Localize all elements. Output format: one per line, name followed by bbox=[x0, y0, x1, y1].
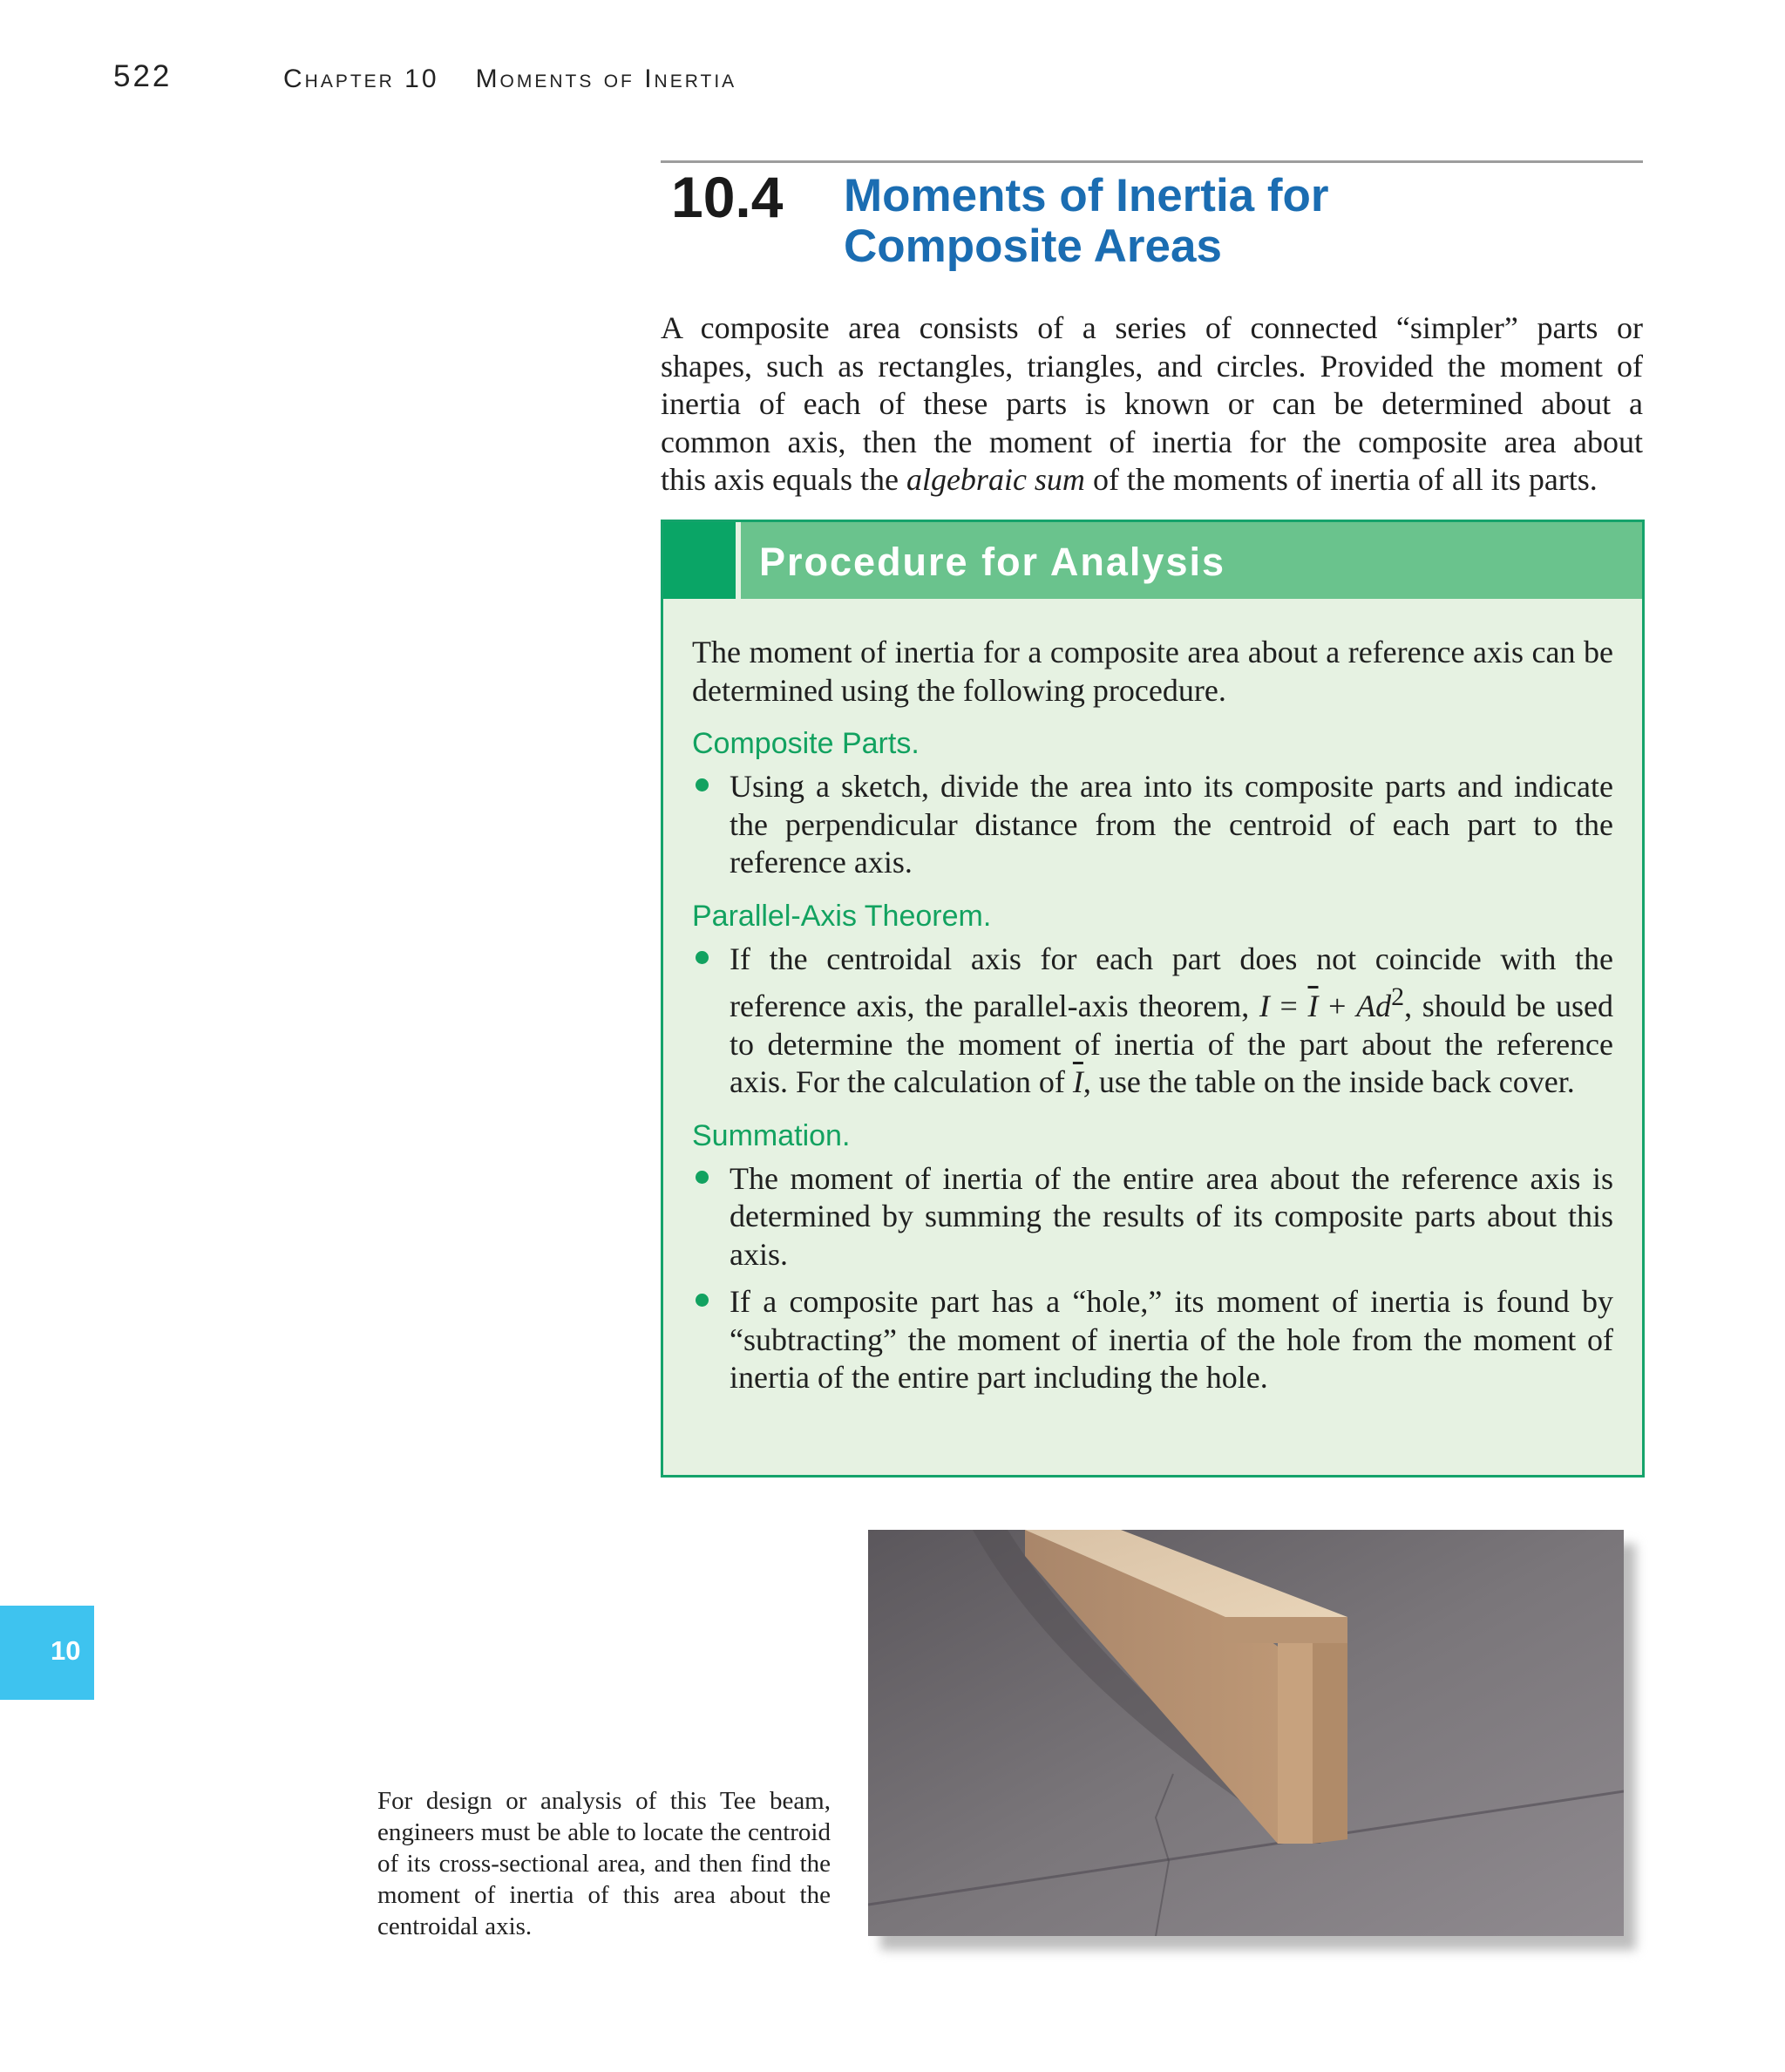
chapter-label: Chapter 10 bbox=[283, 65, 439, 93]
equation-Ad: Ad bbox=[1356, 988, 1392, 1023]
chapter-side-tab bbox=[0, 1606, 94, 1700]
intro-line bbox=[661, 461, 1643, 499]
section-rule bbox=[661, 160, 1643, 163]
procedure-box bbox=[661, 520, 1645, 1478]
section-title-line2: Composite Areas bbox=[844, 221, 1222, 272]
intro-text: of the moments of inertia of all its parts. bbox=[1084, 462, 1598, 497]
bullet-text: The moment of inertia of the entire area about the reference axis is determined by summing the results of its composite parts about this axis. bbox=[730, 1160, 1613, 1272]
intro-line: inertia of each of these parts is known or can be determined about a bbox=[661, 386, 1643, 421]
procedure-header-block bbox=[663, 522, 736, 599]
figure-caption: For design or analysis of this Tee beam, engineers must be able to locate the centroid of its cross-sectional area, and then find the moment of inertia of this area about the centroidal axis. bbox=[377, 1787, 831, 1940]
intro-text: this axis equals the bbox=[661, 462, 906, 497]
procedure-body bbox=[692, 634, 1613, 1407]
text-run: If the centroidal axis for each part does not coincide with the reference axis, the parallel-axis theorem, bbox=[730, 941, 1613, 1023]
list-item bbox=[692, 941, 1613, 1102]
section-title bbox=[844, 171, 1558, 272]
list-item bbox=[692, 768, 1613, 882]
text-run: , should be used to determine the moment of inertia of the part about the reference axis. For the calculation of bbox=[730, 988, 1613, 1099]
parallel-axis-heading: Parallel-Axis Theorem. bbox=[692, 899, 992, 933]
text-run: , use the table on the inside back cover. bbox=[1083, 1064, 1575, 1099]
I-bar-symbol: $\overline{I}$ bbox=[1072, 1064, 1083, 1099]
tee-beam-photo bbox=[868, 1530, 1624, 1936]
algebraic-sum-emphasis: algebraic sum bbox=[906, 462, 1085, 497]
bullet-text bbox=[730, 941, 1613, 1100]
intro-line: common axis, then the moment of inertia for the composite area about bbox=[661, 424, 1643, 459]
summation-heading: Summation. bbox=[692, 1118, 851, 1152]
section-title-line1: Moments of Inertia for bbox=[844, 170, 1329, 221]
chapter-tab-label: 10 bbox=[51, 1635, 81, 1666]
chapter-title: Moments of Inertia bbox=[475, 65, 737, 93]
procedure-header-divider bbox=[736, 522, 741, 599]
list-item bbox=[692, 1283, 1613, 1397]
intro-paragraph bbox=[661, 309, 1643, 499]
procedure-intro: The moment of inertia for a composite area about a reference axis can be determined using the following procedure. bbox=[692, 635, 1613, 708]
composite-parts-heading: Composite Parts. bbox=[692, 727, 920, 760]
equation-exponent: 2 bbox=[1391, 982, 1405, 1011]
bullet-icon bbox=[696, 778, 709, 791]
intro-line: A composite area consists of a series of connected “simpler” parts or bbox=[661, 310, 1643, 345]
equation-plus: + bbox=[1318, 988, 1357, 1023]
procedure-header bbox=[663, 522, 1642, 599]
equation-I: I bbox=[1259, 988, 1270, 1023]
procedure-title: Procedure for Analysis bbox=[759, 540, 1226, 584]
bullet-icon bbox=[696, 1294, 709, 1307]
equation-I-bar: $\overline{I}$ bbox=[1307, 988, 1319, 1023]
section-number: 10.4 bbox=[671, 165, 784, 229]
intro-line: shapes, such as rectangles, triangles, and circles. Provided the moment of bbox=[661, 348, 1643, 384]
list-item bbox=[692, 1160, 1613, 1274]
bullet-text: If a composite part has a “hole,” its moment of inertia is found by “subtracting” the moment of inertia of the hole from the moment of inertia of the entire part including the hole. bbox=[730, 1284, 1613, 1395]
page-number: 522 bbox=[113, 59, 173, 93]
equation-equals: = bbox=[1269, 988, 1308, 1023]
bullet-icon bbox=[696, 1171, 709, 1184]
running-head bbox=[283, 65, 736, 94]
tee-beam-illustration bbox=[868, 1530, 1624, 1936]
bullet-text: Using a sketch, divide the area into its composite parts and indicate the perpendicular distance from the centroid of each part to the reference axis. bbox=[730, 769, 1613, 880]
bullet-icon bbox=[696, 951, 709, 964]
